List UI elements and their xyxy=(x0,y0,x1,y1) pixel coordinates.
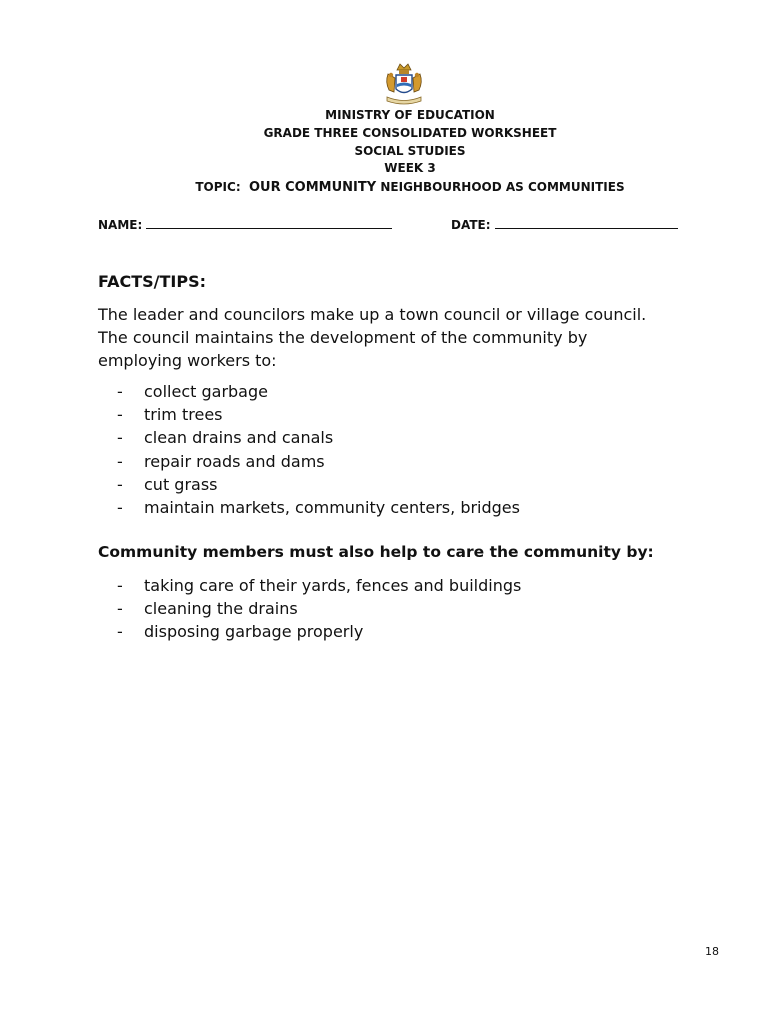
topic-main: OUR COMMUNITY xyxy=(249,180,377,195)
date-blank-line[interactable] xyxy=(495,218,678,229)
date-field xyxy=(451,218,678,232)
topic-sub: NEIGHBOURHOOD AS COMMUNITIES xyxy=(380,180,625,194)
topic-label: TOPIC: xyxy=(195,180,241,194)
list-bullet: - xyxy=(117,497,123,517)
list-bullet: - xyxy=(117,576,123,595)
list-item-text: collect garbage xyxy=(144,382,268,401)
list-bullet: - xyxy=(117,405,123,425)
page-number: 18 xyxy=(705,945,719,958)
list-bullet: - xyxy=(117,428,123,448)
worksheet-title: GRADE THREE CONSOLIDATED WORKSHEET xyxy=(263,126,557,140)
coat-of-arms-icon xyxy=(380,60,428,108)
list-item-text: trim trees xyxy=(144,405,223,425)
paragraph-line: The leader and councilors make up a town council or village council. xyxy=(98,305,647,324)
list-item-text: clean drains and canals xyxy=(144,428,334,448)
name-label: NAME: xyxy=(98,218,143,232)
list-item-text: disposing garbage properly xyxy=(144,622,364,642)
topic-line xyxy=(0,180,768,195)
list-item-text: repair roads and dams xyxy=(144,451,325,471)
list-bullet: - xyxy=(117,599,123,619)
list-item-text: cleaning the drains xyxy=(144,599,298,619)
list-bullet: - xyxy=(117,474,123,494)
week-title: WEEK 3 xyxy=(384,161,436,175)
list-item-text: maintain markets, community centers, bridges xyxy=(144,497,520,517)
list-bullet: - xyxy=(117,451,123,471)
list-bullet: - xyxy=(117,622,123,642)
name-field xyxy=(98,218,392,232)
name-blank-line[interactable] xyxy=(146,218,392,229)
list-item-text: cut grass xyxy=(144,474,218,494)
subject-title: SOCIAL STUDIES xyxy=(354,144,466,158)
facts-heading: FACTS/TIPS: xyxy=(98,272,207,291)
ministry-title: MINISTRY OF EDUCATION xyxy=(325,108,495,122)
members-heading: Community members must also help to care the community by: xyxy=(98,543,654,561)
paragraph-line: employing workers to: xyxy=(98,351,277,370)
paragraph-line: The council maintains the development of the community by xyxy=(98,328,588,347)
list-bullet: - xyxy=(117,382,123,401)
facts-paragraph xyxy=(98,303,718,372)
date-label: DATE: xyxy=(451,218,491,232)
list-item-text: taking care of their yards, fences and buildings xyxy=(144,576,522,595)
